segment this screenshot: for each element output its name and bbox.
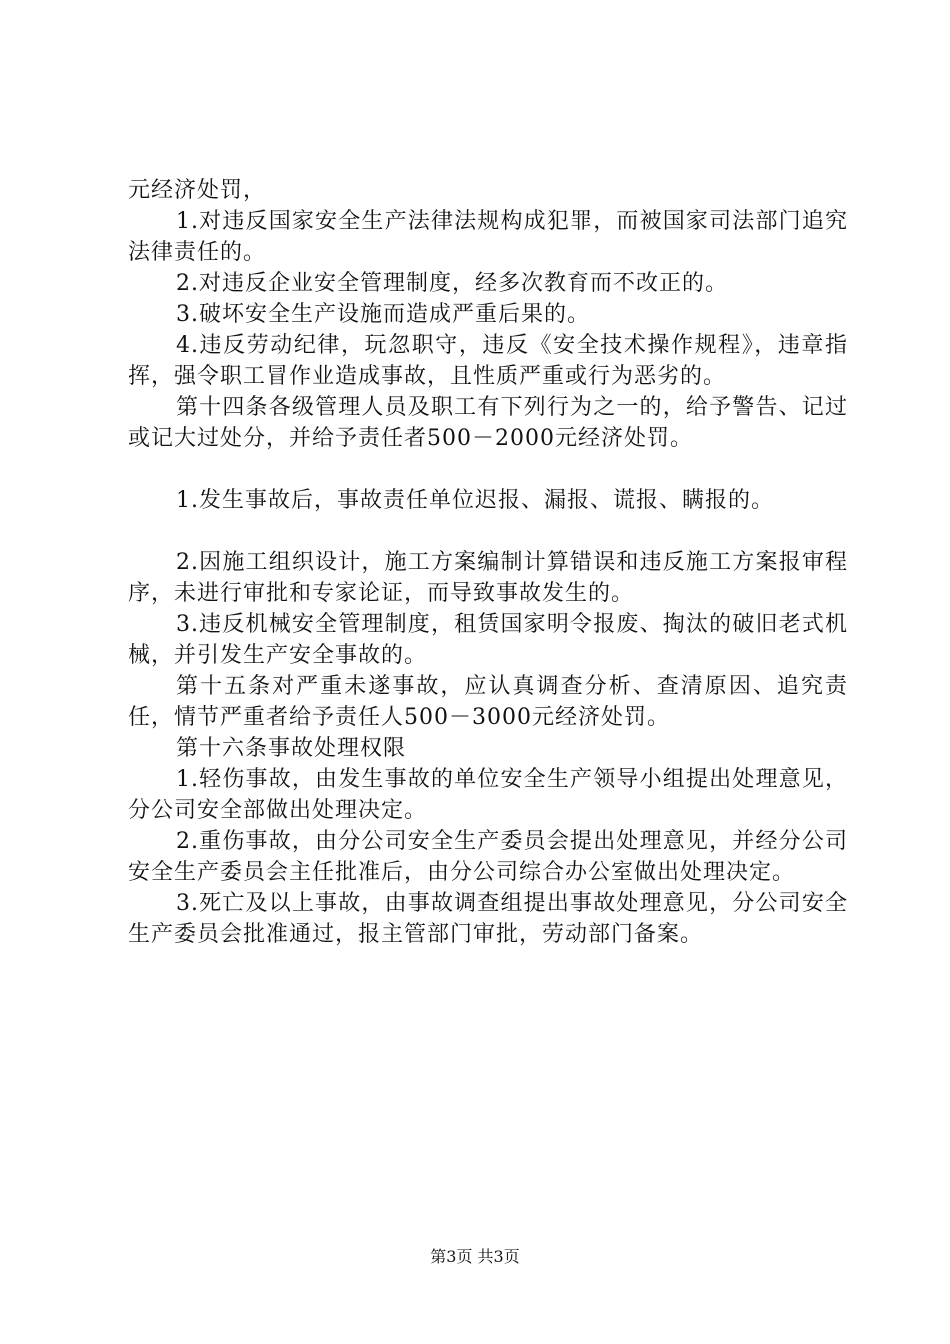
- paragraph: 元经济处罚，: [128, 178, 267, 203]
- paragraph: 4.违反劳动纪律，玩忽职守，违反《安全技术操作规程》，违章指挥，强令职工冒作业造成事故，且性质严重或行为恶劣的。: [128, 333, 848, 389]
- paragraph: 2.对违反企业安全管理制度，经多次教育而不改正的。: [176, 271, 728, 296]
- document-body: [128, 175, 848, 950]
- paragraph: 2.因施工组织设计，施工方案编制计算错误和违反施工方案报审程序，未进行审批和专家论证，而导致事故发生的。: [128, 550, 848, 606]
- paragraph: 3.违反机械安全管理制度，租赁国家明令报废、掏汰的破旧老式机械，并引发生产安全事故的。: [128, 612, 848, 668]
- page-footer: 第3页 共3页: [430, 1247, 520, 1266]
- paragraph: 3.破坏安全生产设施而造成严重后果的。: [176, 302, 590, 327]
- paragraph: 2.重伤事故，由分公司安全生产委员会提出处理意见，并经分公司安全生产委员会主任批准后，由分公司综合办公室做出处理决定。: [128, 829, 848, 885]
- paragraph: 1.对违反国家安全生产法律法规构成犯罪，而被国家司法部门追究法律责任的。: [128, 209, 848, 265]
- paragraph: 3.死亡及以上事故，由事故调查组提出事故处理意见，分公司安全生产委员会批准通过，报主管部门审批，劳动部门备案。: [128, 891, 848, 947]
- paragraph: 第十六条事故处理权限: [176, 736, 407, 761]
- paragraph: 第十四条各级管理人员及职工有下列行为之一的，给予警告、记过或记大过处分，并给予责任者500－2000元经济处罚。: [128, 395, 848, 451]
- paragraph: 1.发生事故后，事故责任单位迟报、漏报、谎报、瞒报的。: [176, 488, 774, 513]
- paragraph: 第十五条对严重未遂事故，应认真调查分析、查清原因、追究责任，情节严重者给予责任人500－3000元经济处罚。: [128, 674, 848, 730]
- paragraph: 1.轻伤事故，由发生事故的单位安全生产领导小组提出处理意见，分公司安全部做出处理决定。: [128, 767, 848, 823]
